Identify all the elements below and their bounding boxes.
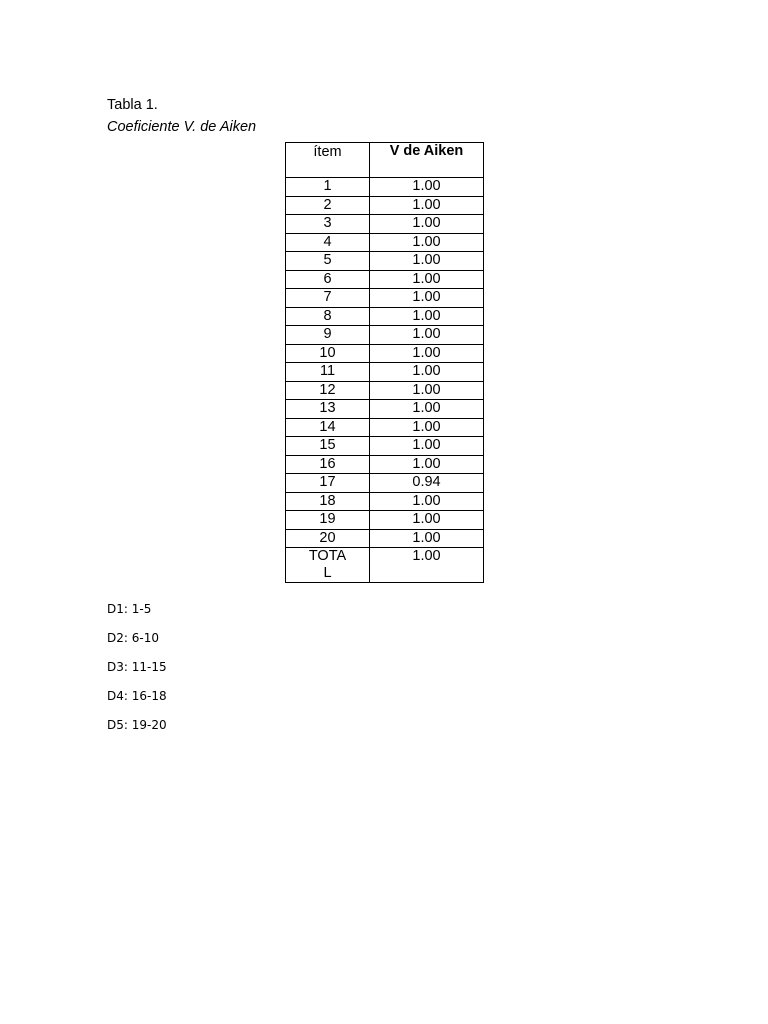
table-row [286, 418, 484, 437]
cell-v-aiken: 1.00 [370, 363, 484, 382]
aiken-table [285, 142, 484, 583]
cell-v-aiken: 1.00 [370, 511, 484, 530]
table-row [286, 492, 484, 511]
table-row [286, 344, 484, 363]
total-label-text: TOTAL [308, 548, 347, 581]
table-row [286, 511, 484, 530]
cell-total-v-aiken: 1.00 [370, 548, 484, 583]
table-row [286, 400, 484, 419]
cell-total-label [286, 548, 370, 583]
table-title: Coeficiente V. de Aiken [107, 119, 257, 135]
cell-v-aiken: 1.00 [370, 326, 484, 345]
table-row [286, 437, 484, 456]
dimension-note: D3: 11-15 [107, 660, 167, 674]
dimension-note: D1: 1-5 [107, 602, 152, 616]
cell-item: 15 [286, 437, 370, 456]
table-row [286, 307, 484, 326]
header-item-label: ítem [313, 144, 342, 160]
table-row [286, 381, 484, 400]
cell-item: 2 [286, 196, 370, 215]
cell-v-aiken: 1.00 [370, 437, 484, 456]
cell-item: 7 [286, 289, 370, 308]
cell-v-aiken: 1.00 [370, 233, 484, 252]
cell-item: 3 [286, 215, 370, 234]
dimension-note: D5: 19-20 [107, 718, 167, 732]
table-total-row [286, 548, 484, 583]
cell-item: 8 [286, 307, 370, 326]
cell-item: 18 [286, 492, 370, 511]
dimension-notes [107, 601, 167, 746]
table-row [286, 215, 484, 234]
table-label: Tabla 1. [107, 97, 158, 113]
cell-item: 17 [286, 474, 370, 493]
table-row [286, 363, 484, 382]
cell-v-aiken: 1.00 [370, 215, 484, 234]
table-row [286, 270, 484, 289]
cell-v-aiken: 1.00 [370, 492, 484, 511]
cell-v-aiken: 1.00 [370, 196, 484, 215]
table-caption [107, 94, 256, 138]
cell-v-aiken: 1.00 [370, 529, 484, 548]
cell-v-aiken: 1.00 [370, 178, 484, 197]
cell-item: 14 [286, 418, 370, 437]
table-row [286, 252, 484, 271]
cell-item: 16 [286, 455, 370, 474]
cell-item: 19 [286, 511, 370, 530]
table-row [286, 326, 484, 345]
table-row [286, 178, 484, 197]
table-body [286, 178, 484, 583]
cell-v-aiken: 1.00 [370, 381, 484, 400]
cell-item: 11 [286, 363, 370, 382]
cell-item: 9 [286, 326, 370, 345]
cell-v-aiken: 1.00 [370, 344, 484, 363]
cell-v-aiken: 1.00 [370, 400, 484, 419]
table-row [286, 233, 484, 252]
cell-item: 4 [286, 233, 370, 252]
cell-v-aiken: 1.00 [370, 270, 484, 289]
cell-v-aiken: 0.94 [370, 474, 484, 493]
cell-item: 5 [286, 252, 370, 271]
cell-item: 1 [286, 178, 370, 197]
header-item [286, 143, 370, 178]
table-header-row [286, 143, 484, 178]
cell-v-aiken: 1.00 [370, 252, 484, 271]
header-v-aiken [370, 143, 484, 178]
cell-v-aiken: 1.00 [370, 455, 484, 474]
cell-v-aiken: 1.00 [370, 418, 484, 437]
table-row [286, 474, 484, 493]
dimension-note: D2: 6-10 [107, 631, 159, 645]
cell-item: 6 [286, 270, 370, 289]
cell-item: 20 [286, 529, 370, 548]
table-row [286, 196, 484, 215]
table-row [286, 529, 484, 548]
cell-v-aiken: 1.00 [370, 289, 484, 308]
table-row [286, 289, 484, 308]
dimension-note: D4: 16-18 [107, 689, 167, 703]
cell-item: 12 [286, 381, 370, 400]
cell-v-aiken: 1.00 [370, 307, 484, 326]
cell-item: 10 [286, 344, 370, 363]
header-v-aiken-label: V de Aiken [389, 143, 464, 159]
cell-item: 13 [286, 400, 370, 419]
table-row [286, 455, 484, 474]
